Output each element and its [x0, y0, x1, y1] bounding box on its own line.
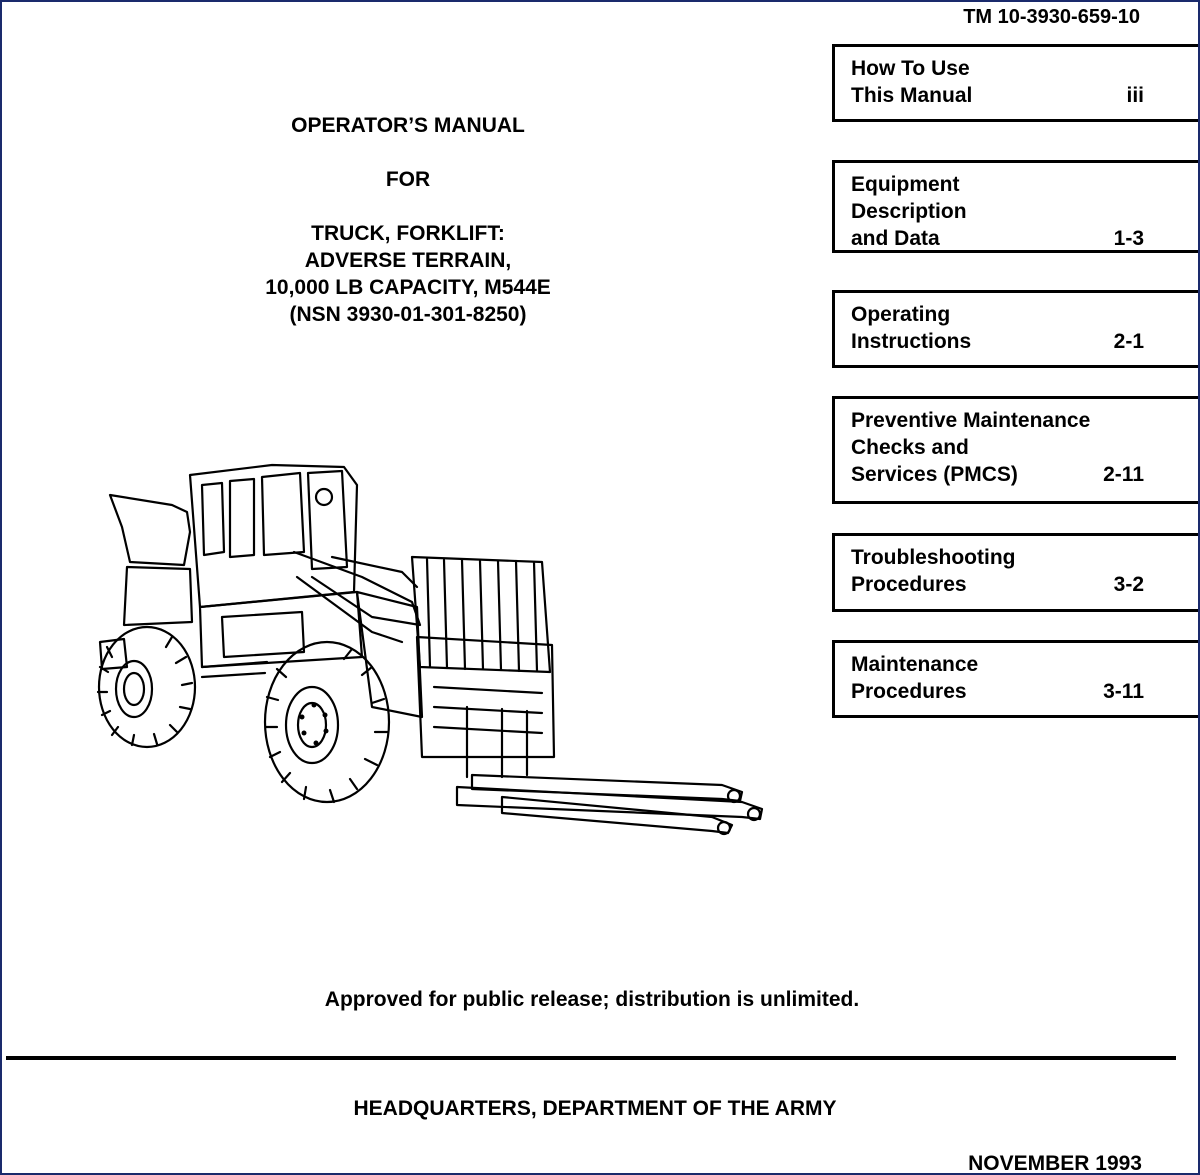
toc-entry-label: and Data [851, 227, 940, 250]
toc-entry-label: Preventive Maintenance [851, 409, 1091, 432]
manual-type: OPERATOR’S MANUAL [291, 114, 525, 137]
publication-date: NOVEMBER 1993 [968, 1152, 1142, 1175]
equipment-name-line2: ADVERSE TERRAIN, [304, 249, 512, 272]
toc-entry-label: Equipment [851, 173, 960, 196]
toc-entry-label: Procedures [851, 680, 967, 703]
toc-entry-label: How To Use [851, 57, 970, 80]
equipment-name-line3: 10,000 LB CAPACITY, M544E [265, 276, 551, 299]
toc-entry-label: Troubleshooting [851, 546, 1016, 569]
equipment-name-line1: TRUCK, FORKLIFT: [311, 222, 505, 245]
toc-entry-label: This Manual [851, 84, 973, 107]
equipment-nsn: (NSN 3930-01-301-8250) [289, 303, 527, 326]
toc-entry-label: Procedures [851, 573, 967, 596]
title-for: FOR [385, 168, 431, 191]
toc-entry-label: Services (PMCS) [851, 463, 1018, 486]
forklift-illustration [72, 457, 772, 837]
release-statement: Approved for public release; distribution is unlimited. [324, 988, 860, 1011]
title-block [202, 112, 614, 328]
toc-entry-page: 2-11 [1103, 463, 1144, 486]
toc-entry-label: Maintenance [851, 653, 979, 676]
toc-entry-page: 3-11 [1103, 680, 1144, 703]
divider-rule [6, 1056, 1176, 1060]
toc-entry-troubleshooting[interactable] [832, 533, 1198, 612]
tm-number: TM 10-3930-659-10 [963, 6, 1140, 28]
toc-entry-label: Operating [851, 303, 951, 326]
toc-entry-equipment-description[interactable] [832, 160, 1198, 253]
toc-entry-label: Checks and [851, 436, 969, 459]
toc-entry-page: 2-1 [1113, 330, 1144, 353]
toc-entry-page: 1-3 [1113, 227, 1144, 250]
toc-entry-pmcs[interactable] [832, 396, 1198, 504]
toc-entry-label: Description [851, 200, 967, 223]
toc-entry-page: iii [1126, 84, 1144, 107]
toc-entry-label: Instructions [851, 330, 972, 353]
toc-entry-how-to-use[interactable] [832, 44, 1198, 122]
toc-entry-maintenance[interactable] [832, 640, 1198, 718]
headquarters: HEADQUARTERS, DEPARTMENT OF THE ARMY [353, 1097, 837, 1120]
toc-entry-operating-instructions[interactable] [832, 290, 1198, 368]
toc-entry-page: 3-2 [1113, 573, 1144, 596]
